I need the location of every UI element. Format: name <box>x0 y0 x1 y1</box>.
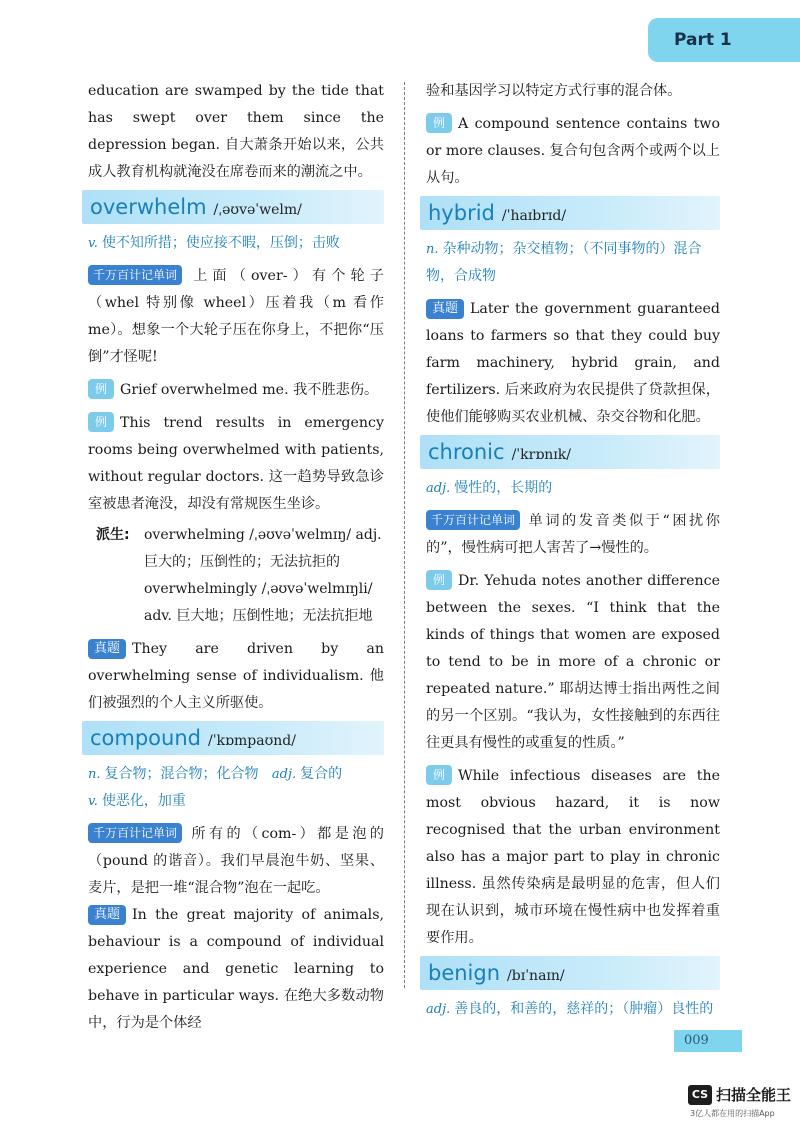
continued-paragraph: education are swamped by the tide that has swept over them since the depression began. 自大萧条开始以来，公共成人教育机构就淹没在席卷而来的潮流之中。 <box>88 83 384 180</box>
camscanner-logo-icon: CS <box>688 1085 712 1105</box>
memory-text: 上面（over-）有个轮子（whel 特别像 wheel）压着我（m 看作 me）。想象一个大轮子压在你身上，不把你“压倒”才怪呢! <box>88 268 384 365</box>
definition <box>426 996 720 1023</box>
example <box>426 763 720 952</box>
definition <box>426 236 720 290</box>
part-of-speech: v. <box>88 236 98 251</box>
phonetic: /ˈkɒmpaʊnd/ <box>207 733 296 749</box>
headword: chronic <box>428 440 505 464</box>
exam-sentence <box>88 902 384 1037</box>
part-of-speech: adj. <box>426 1002 451 1017</box>
headword: overwhelm <box>90 195 207 219</box>
definition-text: 使恶化，加重 <box>101 793 186 809</box>
memory-tag: 千万百计记单词 <box>88 265 182 285</box>
column-divider <box>404 82 405 988</box>
exam-sentence <box>88 636 384 717</box>
memory-tag: 千万百计记单词 <box>88 823 182 843</box>
headword-benign <box>420 956 720 990</box>
part-tab: Part 1 <box>648 18 800 62</box>
part-of-speech: n. <box>88 767 101 782</box>
headword: hybrid <box>428 201 495 225</box>
memory-tip <box>88 263 384 371</box>
definition-text: 慢性的，长期的 <box>454 480 553 496</box>
derivatives <box>96 522 384 630</box>
memory-tag: 千万百计记单词 <box>426 510 520 530</box>
part-of-speech: adj. <box>271 767 297 782</box>
example-text: Grief overwhelmed me. 我不胜悲伤。 <box>120 382 379 398</box>
exam-tag: 真题 <box>88 905 126 925</box>
headword: benign <box>428 961 501 985</box>
example-text: This trend results in emergency rooms being overwhelmed with patients, without regular doctors. 这一趋势导致急诊室被患者淹没，却没有常规医生坐诊。 <box>88 415 384 512</box>
phonetic: /ˈhaɪbrɪd/ <box>501 208 567 224</box>
scanner-watermark <box>688 1084 791 1105</box>
exam-sentence <box>426 296 720 431</box>
definition-text: 使不知所措；使应接不暇，压倒；击败 <box>101 235 340 251</box>
part-of-speech: adj. <box>426 481 451 496</box>
exam-text: In the great majority of animals, behaviour is a compound of individual experience and genetic learning to behave in particular ways. 在绝大多数动物中，行为是个体经 <box>88 907 384 1031</box>
exam-tag: 真题 <box>88 639 126 659</box>
phonetic: /bɪˈnaɪn/ <box>507 968 565 984</box>
headword-overwhelm <box>82 190 384 224</box>
example-tag: 例 <box>88 379 114 399</box>
scanner-tagline: 3亿人都在用的扫描App <box>690 1109 775 1118</box>
part-of-speech: n. <box>426 242 439 257</box>
exam-tag: 真题 <box>426 299 464 319</box>
definition-text: 杂种动物；杂交植物；（不同事物的）混合物，合成物 <box>426 241 702 284</box>
example <box>88 377 384 404</box>
definition <box>88 230 384 257</box>
derivatives-label: 派生: <box>96 527 130 543</box>
page-number: 009 <box>674 1030 742 1052</box>
part-of-speech: v. <box>88 794 98 809</box>
example-tag: 例 <box>88 412 114 432</box>
memory-tip <box>426 508 720 562</box>
example-tag: 例 <box>426 765 452 785</box>
memory-text: 所有的（com-）都是泡的（pound 的谐音）。我们早晨泡牛奶、坚果、麦片，是把一堆“混合物”泡在一起吃。 <box>88 826 384 896</box>
example <box>88 410 384 518</box>
definition-text: 善良的，和善的，慈祥的；（肿瘤）良性的 <box>454 1001 714 1017</box>
right-column <box>426 78 720 1023</box>
example-text: A compound sentence contains two or more clauses. 复合句包含两个或两个以上从句。 <box>426 116 720 186</box>
example <box>426 111 720 192</box>
headword: compound <box>90 726 201 750</box>
exam-text: Later the government guaranteed loans to farmers so that they could buy farm machinery, hybrid grain, and fertilizers. 后来政府为农民提供了贷款担保，使他们能够购买农业机械、杂交谷物和化肥。 <box>426 301 720 425</box>
example-tag: 例 <box>426 113 452 133</box>
example <box>426 568 720 757</box>
definition <box>88 761 384 815</box>
memory-text: 单词的发音类似于“困扰你的”，慢性病可把人害苦了→慢性的。 <box>426 513 720 556</box>
derivatives-text: overwhelming /ˌəʊvəˈwelmɪŋ/ adj. 巨大的；压倒性的；无法抗拒的 overwhelmingly /ˌəʊvəˈwelmɪŋli/ adv. 巨大地；压倒性地；无法抗拒地 <box>144 527 382 624</box>
definition-text: 复合的 <box>300 766 343 782</box>
continued-paragraph: 验和基因学习以特定方式行事的混合体。 <box>426 83 682 99</box>
phonetic: /ˌəʊvəˈwelm/ <box>213 202 302 218</box>
definition <box>426 475 720 502</box>
phonetic: /ˈkrɒnɪk/ <box>511 447 571 463</box>
example-text: Dr. Yehuda notes another difference between the sexes. “I think that the kinds of things that women are exposed to tend to be in more of a chronic or repeated nature.” 耶胡达博士指出两性之间的另一个区别。“我认为，女性接触到的东西往往更具有慢性的或重复的性质。” <box>426 573 720 751</box>
definition-text: 复合物；混合物；化合物 <box>104 766 259 782</box>
exam-text: They are driven by an overwhelming sense of individualism. 他们被强烈的个人主义所驱使。 <box>88 641 384 711</box>
headword-hybrid <box>420 196 720 230</box>
scanner-name: 扫描全能王 <box>716 1086 792 1104</box>
example-tag: 例 <box>426 570 452 590</box>
example-text: While infectious diseases are the most obvious hazard, it is now recognised that the urban environment also has a major part to play in chronic illness. 虽然传染病是最明显的危害，但人们现在认识到，城市环境在慢性病中也发挥着重要作用。 <box>426 768 720 946</box>
headword-chronic <box>420 435 720 469</box>
memory-tip <box>88 821 384 902</box>
left-column <box>88 78 384 1037</box>
headword-compound <box>82 721 384 755</box>
